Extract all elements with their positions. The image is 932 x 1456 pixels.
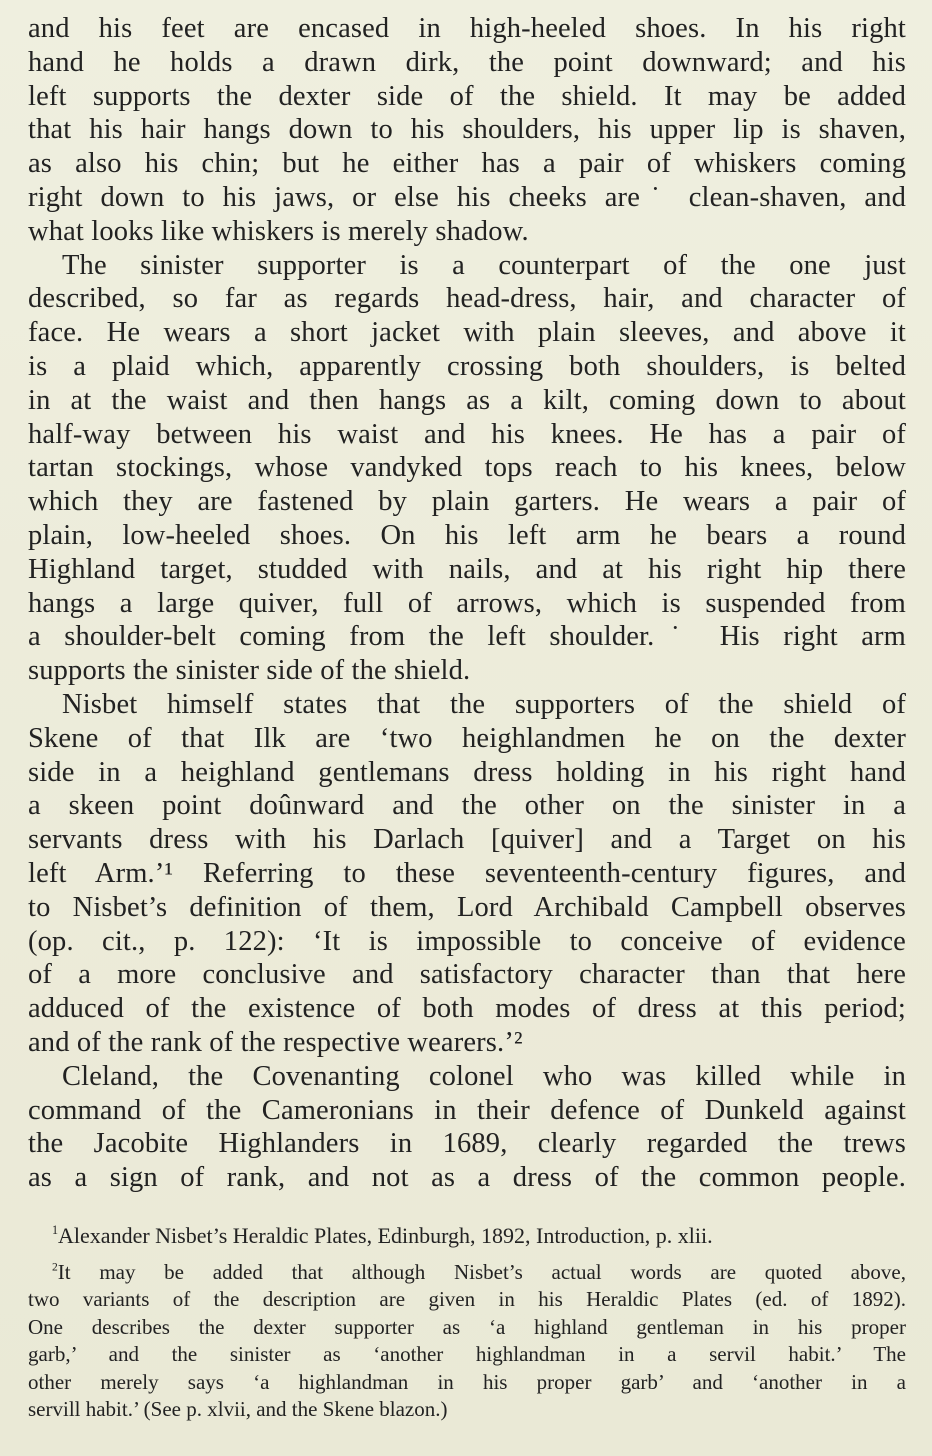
footnote-line: servill habit.’ (See p. xlvii, and the Skene blazon.) xyxy=(28,1397,448,1422)
text-line: is a plaid which, apparently crossing both shoulders, is belted xyxy=(28,350,906,382)
text-line: what looks like whiskers is merely shadow. xyxy=(28,215,529,247)
main-text xyxy=(28,12,906,1195)
text-line: tartan stockings, whose vandyked tops reach to his knees, below xyxy=(28,452,906,484)
text-line: hand he holds a drawn dirk, the point downward; and his xyxy=(28,46,906,78)
text-line: and of the rank of the respective wearers.’² xyxy=(28,1026,523,1058)
footnote-line: garb,’ and the sinister as ‘another highlandman in a servil habit.’ The xyxy=(28,1342,906,1367)
text-line: (op. cit., p. 122): ‘It is impossible to conceive of evidence xyxy=(28,925,906,957)
text-line: supports the sinister side of the shield. xyxy=(28,655,471,687)
text-line: adduced of the existence of both modes of dress at this period; xyxy=(28,993,906,1025)
text-line: Nisbet himself states that the supporters of the shield of xyxy=(62,688,906,720)
paragraph-2 xyxy=(28,249,906,688)
text-line: side in a heighland gentlemans dress holding in his right hand xyxy=(28,756,906,788)
text-line: The sinister supporter is a counterpart of the one just xyxy=(62,249,906,281)
paragraph-3 xyxy=(28,688,906,1060)
footnote-marker: 1 xyxy=(52,1222,59,1237)
text-line: which they are fastened by plain garters. He wears a pair of xyxy=(28,486,906,518)
paragraph-4 xyxy=(28,1060,906,1195)
footnote-text: It may be added that although Nisbet’s actual words are quoted above, xyxy=(57,1260,906,1284)
footnotes xyxy=(28,1221,906,1423)
text-line: face. He wears a short jacket with plain sleeves, and above it xyxy=(28,317,906,349)
footnote-line xyxy=(28,1221,906,1251)
text-line: Skene of that Ilk are ‘two heighlandmen he on the dexter xyxy=(28,722,906,754)
text-line: command of the Cameronians in their defence of Dunkeld against xyxy=(28,1094,906,1126)
text-line: Cleland, the Covenanting colonel who was killed while in xyxy=(62,1060,906,1092)
text-line: the Jacobite Highlanders in 1689, clearly regarded the trews xyxy=(28,1128,906,1160)
text-line: and his feet are encased in high-heeled shoes. In his right xyxy=(28,13,906,44)
text-line: of a more conclusive and satisfactory character than that here xyxy=(28,959,906,991)
text-line: in at the waist and then hangs as a kilt, coming down to about xyxy=(28,384,906,416)
footnote-line: two variants of the description are given in his Heraldic Plates (ed. of 1892). xyxy=(28,1287,906,1312)
text-line: servants dress with his Darlach [quiver] and a Target on his xyxy=(28,824,906,856)
footnote-marker: 2 xyxy=(52,1261,58,1274)
footnote-1 xyxy=(28,1221,906,1251)
footnote-text: Alexander Nisbet’s Heraldic Plates, Edinburgh, 1892, Introduction, p. xlii. xyxy=(58,1223,713,1248)
text-line: plain, low-heeled shoes. On his left arm he bears a round xyxy=(28,519,906,551)
text-line: right down to his jaws, or else his cheeks are˙ clean-shaven, and xyxy=(28,181,906,213)
text-line: that his hair hangs down to his shoulders, his upper lip is shaven, xyxy=(28,114,906,146)
text-line: Highland target, studded with nails, and at his right hip there xyxy=(28,553,906,585)
footnote-line: One describes the dexter supporter as ‘a highland gentleman in his proper xyxy=(28,1314,906,1339)
text-line: described, so far as regards head-dress, hair, and character of xyxy=(28,283,906,315)
text-line: as also his chin; but he either has a pair of whiskers coming xyxy=(28,148,906,180)
text-line: to Nisbet’s definition of them, Lord Archibald Campbell observes xyxy=(28,891,906,923)
text-line: half-way between his waist and his knees. He has a pair of xyxy=(28,418,906,450)
footnote-line xyxy=(28,1259,906,1286)
paragraph-1 xyxy=(28,12,906,249)
text-line: left supports the dexter side of the shield. It may be added xyxy=(28,80,906,112)
text-line: a skeen point doûnward and the other on the sinister in a xyxy=(28,790,906,822)
text-line: as a sign of rank, and not as a dress of the common people. xyxy=(28,1162,906,1194)
footnote-line: other merely says ‘a highlandman in his proper garb’ and ‘another in a xyxy=(28,1369,906,1394)
text-line: hangs a large quiver, full of arrows, which is suspended from xyxy=(28,587,906,619)
text-line: left Arm.’¹ Referring to these seventeenth-century figures, and xyxy=(28,857,906,889)
text-line: a shoulder-belt coming from the left shoulder.˙ His right arm xyxy=(28,621,906,653)
footnote-2 xyxy=(28,1259,906,1423)
